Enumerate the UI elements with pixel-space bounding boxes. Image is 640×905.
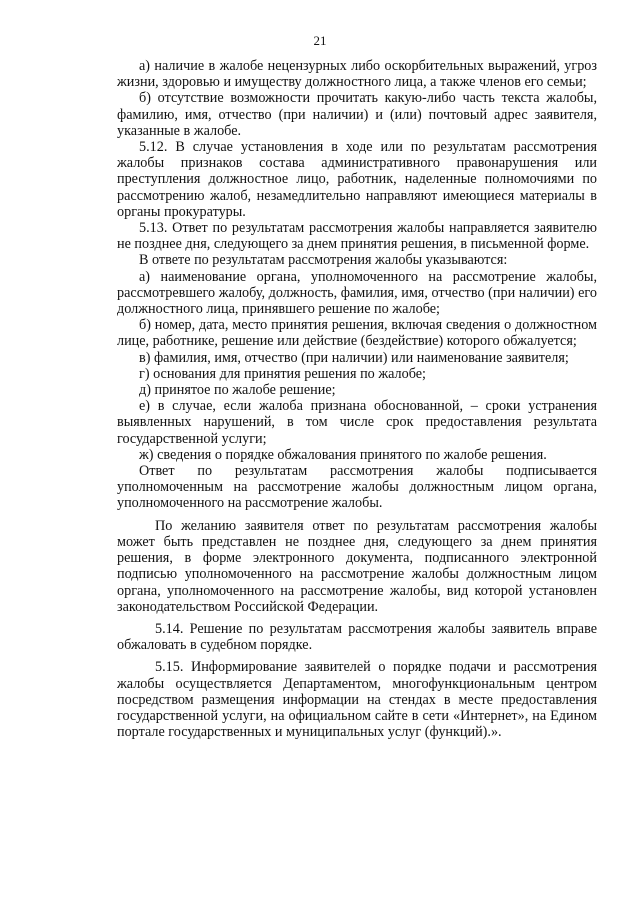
paragraph-item-a-obscene: а) наличие в жалобе нецензурных либо оскорбительных выражений, угроз жизни, здоровью и имуществу должностного лица, а также членов его семьи;	[117, 58, 597, 91]
paragraph-answer-item-d: г) основания для принятия решения по жалобе;	[139, 365, 426, 382]
paragraph-answer-contents-intro: В ответе по результатам рассмотрения жалобы указываются:	[139, 252, 508, 269]
page-number: 21	[313, 33, 327, 48]
paragraph-answer-item-c: в) фамилия, имя, отчество (при наличии) или наименование заявителя;	[139, 349, 569, 366]
paragraph-answer-item-g: ж) сведения о порядке обжалования принятого по жалобе решения.	[139, 446, 547, 463]
paragraph-answer-item-e: д) принятое по жалобе решение;	[139, 382, 336, 399]
paragraph-5-14: 5.14. Решение по результатам рассмотрения жалобы заявитель вправе обжаловать в судебном порядке.	[117, 620, 597, 654]
paragraph-5-15: 5.15. Информирование заявителей о порядке подачи и рассмотрения жалобы осуществляется Департаментом, многофункциональным центром посредством размещения информации на стендах в месте предоставления государственной услуги, на официальном сайте в сети «Интернет», на Едином портале государственных и муниципальных услуг (функций).».	[117, 659, 597, 741]
paragraph-electronic-answer: По желанию заявителя ответ по результатам рассмотрения жалобы может быть представлен не позднее дня, следующего за днем принятия решения, в форме электронного документа, подписанного электронной подписью уполномоченного на рассмотрение жалобы должностным лицом органа, уполномоченного на рассмотрение жалобы, вид которой установлен законодательством Российской Федерации.	[117, 517, 597, 615]
paragraph-item-b-unreadable: б) отсутствие возможности прочитать какую-либо часть текста жалобы, фамилию, имя, отчество (при наличии) и (или) почтовый адрес заявителя, указанные в жалобе.	[117, 90, 597, 139]
paragraph-answer-item-f: е) в случае, если жалоба признана обоснованной, – сроки устранения выявленных нарушений, в том числе срок предоставления результата государственной услуги;	[117, 398, 597, 447]
document-body	[117, 58, 597, 740]
paragraph-5-13: 5.13. Ответ по результатам рассмотрения жалобы направляется заявителю не позднее дня, следующего за днем принятия решения, в письменной форме.	[117, 220, 597, 253]
paragraph-answer-signature: Ответ по результатам рассмотрения жалобы подписывается уполномоченным на рассмотрение жалобы должностным лицом органа, уполномоченного на рассмотрение жалобы.	[117, 463, 597, 512]
paragraph-answer-item-b: б) номер, дата, место принятия решения, включая сведения о должностном лице, работнике, решение или действие (бездействие) которого обжалуется;	[117, 317, 597, 350]
paragraph-answer-item-a: а) наименование органа, уполномоченного на рассмотрение жалобы, рассмотревшего жалобу, должность, фамилия, имя, отчество (при наличии) его должностного лица, принявшего решение по жалобе;	[117, 268, 597, 318]
paragraph-5-12: 5.12. В случае установления в ходе или по результатам рассмотрения жалобы признаков состава административного правонарушения или преступления должностное лицо, работник, наделенные полномочиями по рассмотрению жалоб, незамедлительно направляют имеющиеся материалы в органы прокуратуры.	[117, 139, 597, 220]
